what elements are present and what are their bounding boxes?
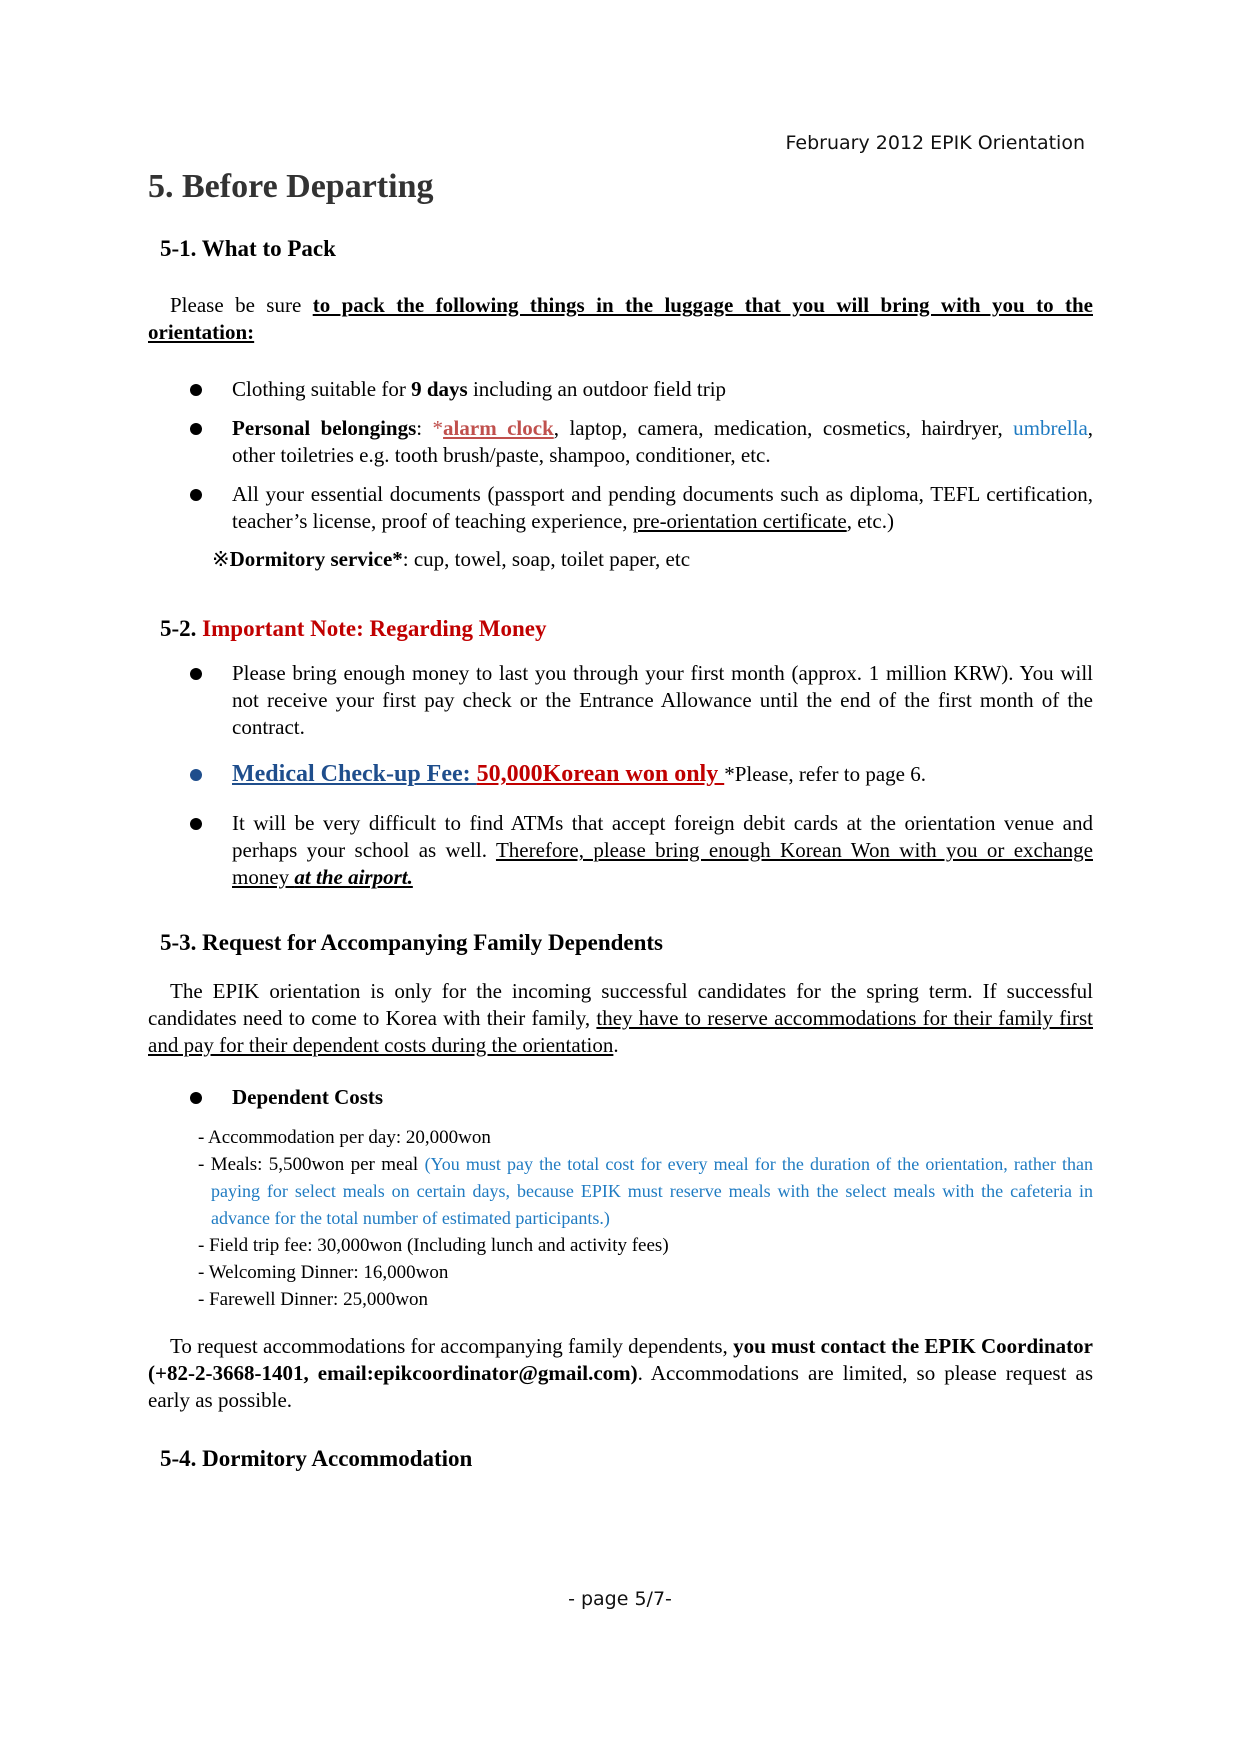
bullet-icon [190, 423, 202, 435]
subsection-heading-5-3: 5-3. Request for Accompanying Family Dependents [160, 930, 664, 955]
pack-list [190, 376, 1093, 535]
subsection-heading-5-4: 5-4. Dormitory Accommodation [160, 1446, 473, 1471]
list-item: Dependent Costs [190, 1084, 1093, 1111]
bullet-icon [190, 818, 202, 830]
bullet-icon [190, 384, 202, 396]
list-item: Please bring enough money to last you through your first month (approx. 1 million KRW). You will not receive your first pay check or the Entrance Allowance until the end of the first month of the contract. [190, 660, 1093, 741]
reference-mark-icon: ※ [212, 547, 230, 571]
subsection-heading-5-1: 5-1. What to Pack [160, 236, 336, 261]
medical-fee-label: Medical Check-up Fee: [232, 761, 477, 787]
subsection-heading-5-2: 5-2. Important Note: Regarding Money [160, 616, 547, 641]
cost-accommodation: - Accommodation per day: 20,000won [198, 1127, 491, 1148]
section-title: 5. Before Departing [148, 168, 434, 205]
bullet-icon [190, 769, 202, 781]
dependents-intro: The EPIK orientation is only for the incoming successful candidates for the spring term. If successful candidates need to come to Korea with their family, they have to reserve accommodations for their family first and pay for their dependent costs during the orientation. [148, 979, 1093, 1057]
umbrella-highlight: umbrella [1013, 416, 1088, 440]
pack-intro: Please be sure to pack the following things in the luggage that you will bring with you to the orientation: [148, 293, 1093, 344]
coordinator-contact: you must contact the EPIK Coordinator (+82-2-3668-1401, email:epikcoordinator@gmail.com) [148, 1334, 1093, 1385]
dependent-costs [198, 1124, 1093, 1313]
cost-farewell-dinner: - Farewell Dinner: 25,000won [198, 1289, 429, 1310]
pack-intro-emphasis: to pack the following things in the luggage that you will bring with you to the orientation: [148, 293, 1093, 344]
alarm-clock-highlight: alarm clock [443, 416, 554, 440]
list-item: It will be very difficult to find ATMs that accept foreign debit cards at the orientation venue and perhaps your school as well. Therefore, please bring enough Korean Won with you or exchange money at the airport. [190, 810, 1093, 891]
list-item: Medical Check-up Fee: 50,000Korean won only *Please, refer to page 6. [190, 761, 1093, 788]
dependent-costs-list [190, 1084, 1093, 1111]
list-item: Clothing suitable for 9 days including an outdoor field trip [190, 376, 1093, 403]
list-item: Personal belongings: *alarm clock, laptop, camera, medication, cosmetics, hairdryer, umbrella, other toiletries e.g. tooth brush/paste, shampoo, conditioner, etc. [190, 415, 1093, 469]
dormitory-service-note: ※Dormitory service*: cup, towel, soap, toilet paper, etc [212, 547, 691, 571]
bullet-icon [190, 489, 202, 501]
medical-fee-amount: 50,000Korean won only [476, 761, 725, 787]
meals-note: (You must pay the total cost for every meal for the duration of the orientation, rather than paying for select meals on certain days, because EPIK must reserve meals with the select meals with the cafeteria in advance for the total number of estimated participants.) [211, 1154, 1093, 1228]
cost-field-trip: - Field trip fee: 30,000won (Including lunch and activity fees) [198, 1235, 669, 1256]
cost-welcoming-dinner: - Welcoming Dinner: 16,000won [198, 1262, 449, 1283]
bullet-icon [190, 668, 202, 680]
page-number: - page 5/7- [568, 1588, 672, 1610]
list-item: All your essential documents (passport and pending documents such as diploma, TEFL certification, teacher’s license, proof of teaching experience, pre-orientation certificate, etc.) [190, 481, 1093, 535]
cost-meals: - Meals: 5,500won per meal (You must pay the total cost for every meal for the duration of the orientation, rather than paying for select meals on certain days, because EPIK must reserve meals with the select meals with the cafeteria in advance for the total number of estimated participants.) [198, 1154, 1093, 1228]
money-list [190, 660, 1093, 891]
running-header: February 2012 EPIK Orientation [785, 132, 1085, 154]
bullet-icon [190, 1092, 202, 1104]
contact-paragraph: To request accommodations for accompanying family dependents, you must contact the EPIK Coordinator (+82-2-3668-1401, email:epikcoordinator@gmail.com). Accommodations are limited, so please request as early as possible. [148, 1334, 1093, 1412]
